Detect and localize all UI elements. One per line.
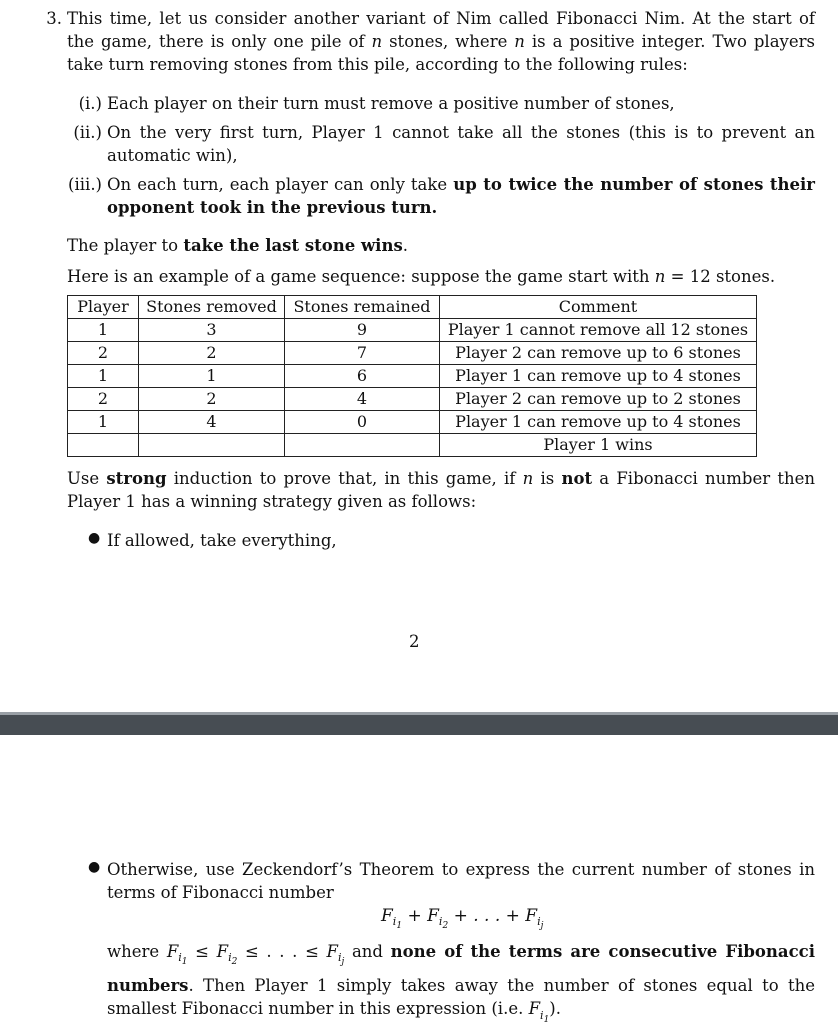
cell-remained: 4 bbox=[285, 388, 440, 411]
page-number: 2 bbox=[409, 632, 420, 651]
cell-removed: 2 bbox=[139, 388, 285, 411]
cell-removed: 1 bbox=[139, 365, 285, 388]
cell-remained bbox=[285, 434, 440, 457]
cell-removed: 2 bbox=[139, 342, 285, 365]
win-rule: The player to take the last stone wins. bbox=[67, 236, 408, 255]
game-sequence-table bbox=[67, 295, 757, 457]
strategy-detail: where $F_{i_1} \le F_{i_2}$ ≤ . . . ≤ $F_{i_j}$ and none of the terms are consecutive Fibonacci numbers. Then Player 1 simply takes away the number of stones equal to the smallest Fibonacci number in this expression (i.e. $F_{i_1}$). bbox=[107, 942, 815, 1025]
strategy-bullet-2: Otherwise, use Zeckendorf’s Theorem to express the current number of stones in terms of Fibonacci number bbox=[107, 860, 815, 902]
zeckendorf-formula: $F_{i_1} + F_{i_2}$ + . . . + $F_{i_j}$ bbox=[381, 906, 544, 932]
cell-player: 2 bbox=[68, 342, 139, 365]
cell-removed: 3 bbox=[139, 319, 285, 342]
cell-comment: Player 2 can remove up to 6 stones bbox=[440, 342, 757, 365]
bullet-icon: ● bbox=[88, 530, 101, 546]
table-row bbox=[68, 365, 757, 388]
cell-comment: Player 1 wins bbox=[440, 434, 757, 457]
table-row bbox=[68, 388, 757, 411]
rule-label-i: (i.) bbox=[78, 94, 102, 113]
table-header-row bbox=[68, 296, 757, 319]
cell-comment: Player 1 can remove up to 4 stones bbox=[440, 411, 757, 434]
induction-statement: Use strong induction to prove that, in this game, if n is not a Fibonacci number then Player 1 has a winning strategy given as follows: bbox=[67, 469, 815, 511]
cell-remained: 9 bbox=[285, 319, 440, 342]
header-player: Player bbox=[68, 296, 139, 319]
cell-remained: 7 bbox=[285, 342, 440, 365]
cell-player: 1 bbox=[68, 319, 139, 342]
cell-comment: Player 2 can remove up to 2 stones bbox=[440, 388, 757, 411]
page-separator bbox=[0, 712, 838, 735]
cell-comment: Player 1 can remove up to 4 stones bbox=[440, 365, 757, 388]
rule-ii: On the very first turn, Player 1 cannot take all the stones (this is to prevent an automatic win), bbox=[107, 123, 815, 165]
cell-removed: 4 bbox=[139, 411, 285, 434]
problem-intro: This time, let us consider another variant of Nim called Fibonacci Nim. At the start of the game, there is only one pile of n stones, where n is a positive integer. Two players take turn removing stones from this pile, according to the following rules: bbox=[67, 9, 815, 74]
table-row bbox=[68, 342, 757, 365]
cell-remained: 0 bbox=[285, 411, 440, 434]
table-row bbox=[68, 319, 757, 342]
example-intro: Here is an example of a game sequence: suppose the game start with n = 12 stones. bbox=[67, 267, 776, 286]
rule-label-iii: (iii.) bbox=[68, 175, 102, 194]
header-stones-remained: Stones remained bbox=[285, 296, 440, 319]
bullet-icon: ● bbox=[88, 859, 101, 875]
rule-label-ii: (ii.) bbox=[73, 123, 102, 142]
strategy-bullet-1: If allowed, take everything, bbox=[107, 531, 337, 550]
cell-player: 1 bbox=[68, 365, 139, 388]
document-page-2 bbox=[0, 735, 838, 1024]
problem-number: 3. bbox=[46, 9, 62, 28]
cell-remained: 6 bbox=[285, 365, 440, 388]
header-stones-removed: Stones removed bbox=[139, 296, 285, 319]
cell-player: 2 bbox=[68, 388, 139, 411]
table-row bbox=[68, 411, 757, 434]
rule-iii: On each turn, each player can only take up to twice the number of stones their opponent took in the previous turn. bbox=[107, 175, 815, 217]
table-row bbox=[68, 434, 757, 457]
header-comment: Comment bbox=[440, 296, 757, 319]
cell-player: 1 bbox=[68, 411, 139, 434]
cell-player bbox=[68, 434, 139, 457]
cell-removed bbox=[139, 434, 285, 457]
rule-i: Each player on their turn must remove a positive number of stones, bbox=[107, 94, 675, 113]
cell-comment: Player 1 cannot remove all 12 stones bbox=[440, 319, 757, 342]
